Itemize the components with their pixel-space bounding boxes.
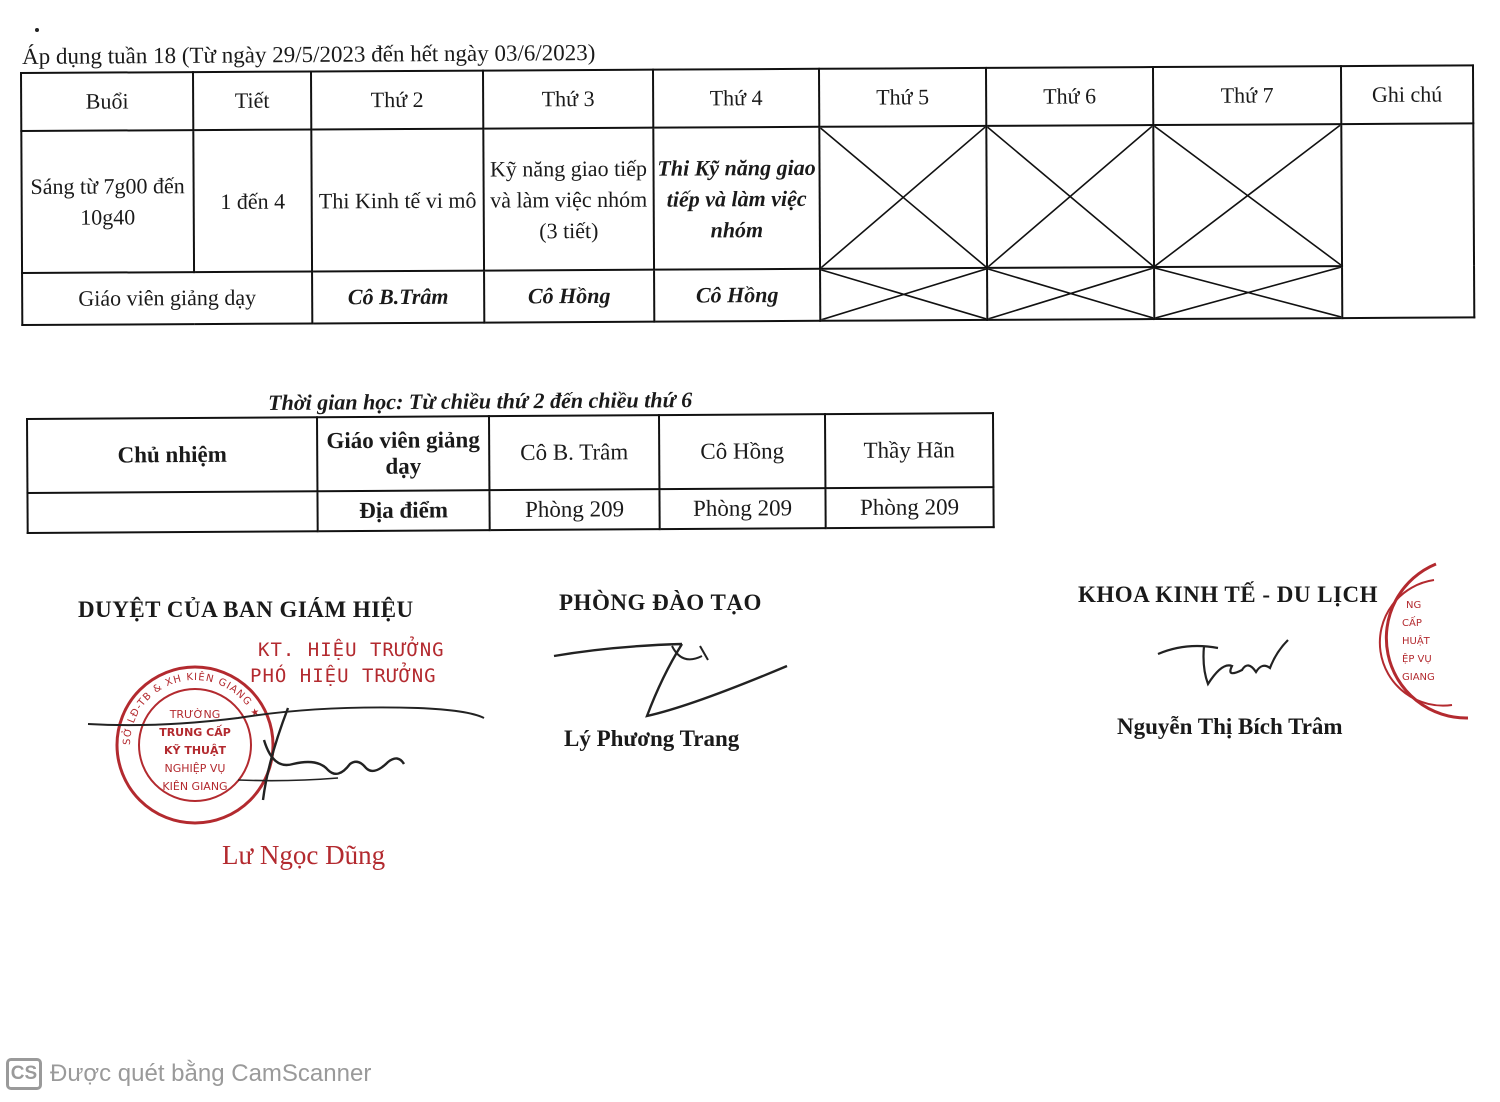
notes-cell [1341,123,1474,318]
svg-text:NG: NG [1406,600,1422,611]
svg-text:SỞ LĐ-TB & XH KIÊN GIANG ★: SỞ LĐ-TB & XH KIÊN GIANG ★ [121,671,262,746]
session-cell: Sáng từ 7g00 đến 10g40 [21,130,194,273]
svg-text:KỸ THUẬT: KỸ THUẬT [164,744,226,757]
homeroom-label: Chủ nhiệm [27,417,317,493]
svg-text:TRUNG CẤP: TRUNG CẤP [159,726,231,739]
schedule-row-morning [21,123,1474,273]
study-time-note: Thời gian học: Từ chiều thứ 2 đến chiều thứ 6 [268,387,693,415]
thursday-teacher-crossed [820,268,987,321]
svg-text:CẤP: CẤP [1402,618,1422,629]
header-monday: Thứ 2 [311,71,483,130]
wednesday-subject: Thi Kỹ năng giao tiếp và làm việc nhóm [653,127,820,270]
faculty-signature-icon [1156,632,1296,692]
svg-text:GIANG: GIANG [1402,672,1435,683]
camscanner-text: Được quét bằng CamScanner [50,1060,372,1087]
board-sub-title-1: KT. HIỆU TRƯỞNG [258,639,445,661]
training-signature-icon [552,636,792,726]
friday-crossed-cell [986,125,1154,268]
camscanner-logo-icon: CS [6,1058,42,1090]
header-saturday: Thứ 7 [1153,66,1341,125]
header-friday: Thứ 6 [986,67,1153,126]
homeroom-row-rooms [27,487,993,533]
homeroom-empty-cell [27,491,317,533]
camscanner-watermark [6,1058,371,1090]
scan-speck [35,28,39,32]
monday-teacher: Cô B.Trâm [312,271,484,324]
saturday-teacher-crossed [1154,266,1342,319]
tuesday-subject: Kỹ năng giao tiếp và làm việc nhóm (3 tiết) [483,128,654,271]
schedule-table [20,64,1475,326]
board-signature-icon [88,700,488,810]
header-tuesday: Thứ 3 [483,70,653,129]
homeroom-table [26,412,995,534]
location-heading: Địa điểm [317,490,489,531]
board-approval-title: DUYỆT CỦA BAN GIÁM HIỆU [78,597,414,622]
header-period: Tiết [193,71,311,130]
header-thursday: Thứ 5 [819,68,986,127]
header-notes: Ghi chú [1341,65,1473,124]
training-signer-name: Lý Phương Trang [564,726,740,751]
room-1: Phòng 209 [489,489,659,530]
svg-text:ỆP VỤ: ỆP VỤ [1402,654,1432,665]
faculty-title: KHOA KINH TẾ - DU LỊCH [1078,582,1379,607]
faculty-signer-name: Nguyễn Thị Bích Trâm [1117,714,1343,739]
teacher-2: Cô Hồng [659,414,825,489]
teacher-1: Cô B. Trâm [489,415,659,490]
svg-text:HUẬT: HUẬT [1402,636,1430,647]
thursday-crossed-cell [819,126,987,269]
monday-subject: Thi Kinh tế vi mô [311,129,484,272]
schedule-row-teacher [22,265,1474,325]
svg-text:TRƯỜNG: TRƯỜNG [169,708,221,721]
teacher-3: Thầy Hãn [825,413,993,488]
room-2: Phòng 209 [659,488,825,529]
room-3: Phòng 209 [825,487,993,528]
board-sub-title-2: PHÓ HIỆU TRƯỞNG [250,665,437,687]
wednesday-teacher: Cô Hồng [654,269,820,322]
teacher-heading: Giáo viên giảng dạy [317,416,489,491]
schedule-header-row [21,65,1473,131]
periods-cell: 1 đến 4 [193,129,312,272]
svg-text:NGHIỆP VỤ: NGHIỆP VỤ [164,762,226,775]
training-office-title: PHÒNG ĐÀO TẠO [559,590,762,615]
apply-week-line: Áp dụng tuần 18 (Từ ngày 29/5/2023 đến hết ngày 03/6/2023) [22,39,596,69]
teacher-label: Giáo viên giảng dạy [22,271,312,325]
faculty-seal-partial [1392,560,1492,725]
friday-teacher-crossed [987,267,1154,320]
board-signer-name: Lư Ngọc Dũng [222,840,386,870]
header-wednesday: Thứ 4 [653,69,819,128]
svg-text:KIÊN GIANG: KIÊN GIANG [162,780,228,793]
header-session: Buổi [21,72,193,131]
homeroom-row-teachers [27,413,993,493]
tuesday-teacher: Cô Hồng [484,270,654,323]
saturday-crossed-cell [1153,124,1342,267]
